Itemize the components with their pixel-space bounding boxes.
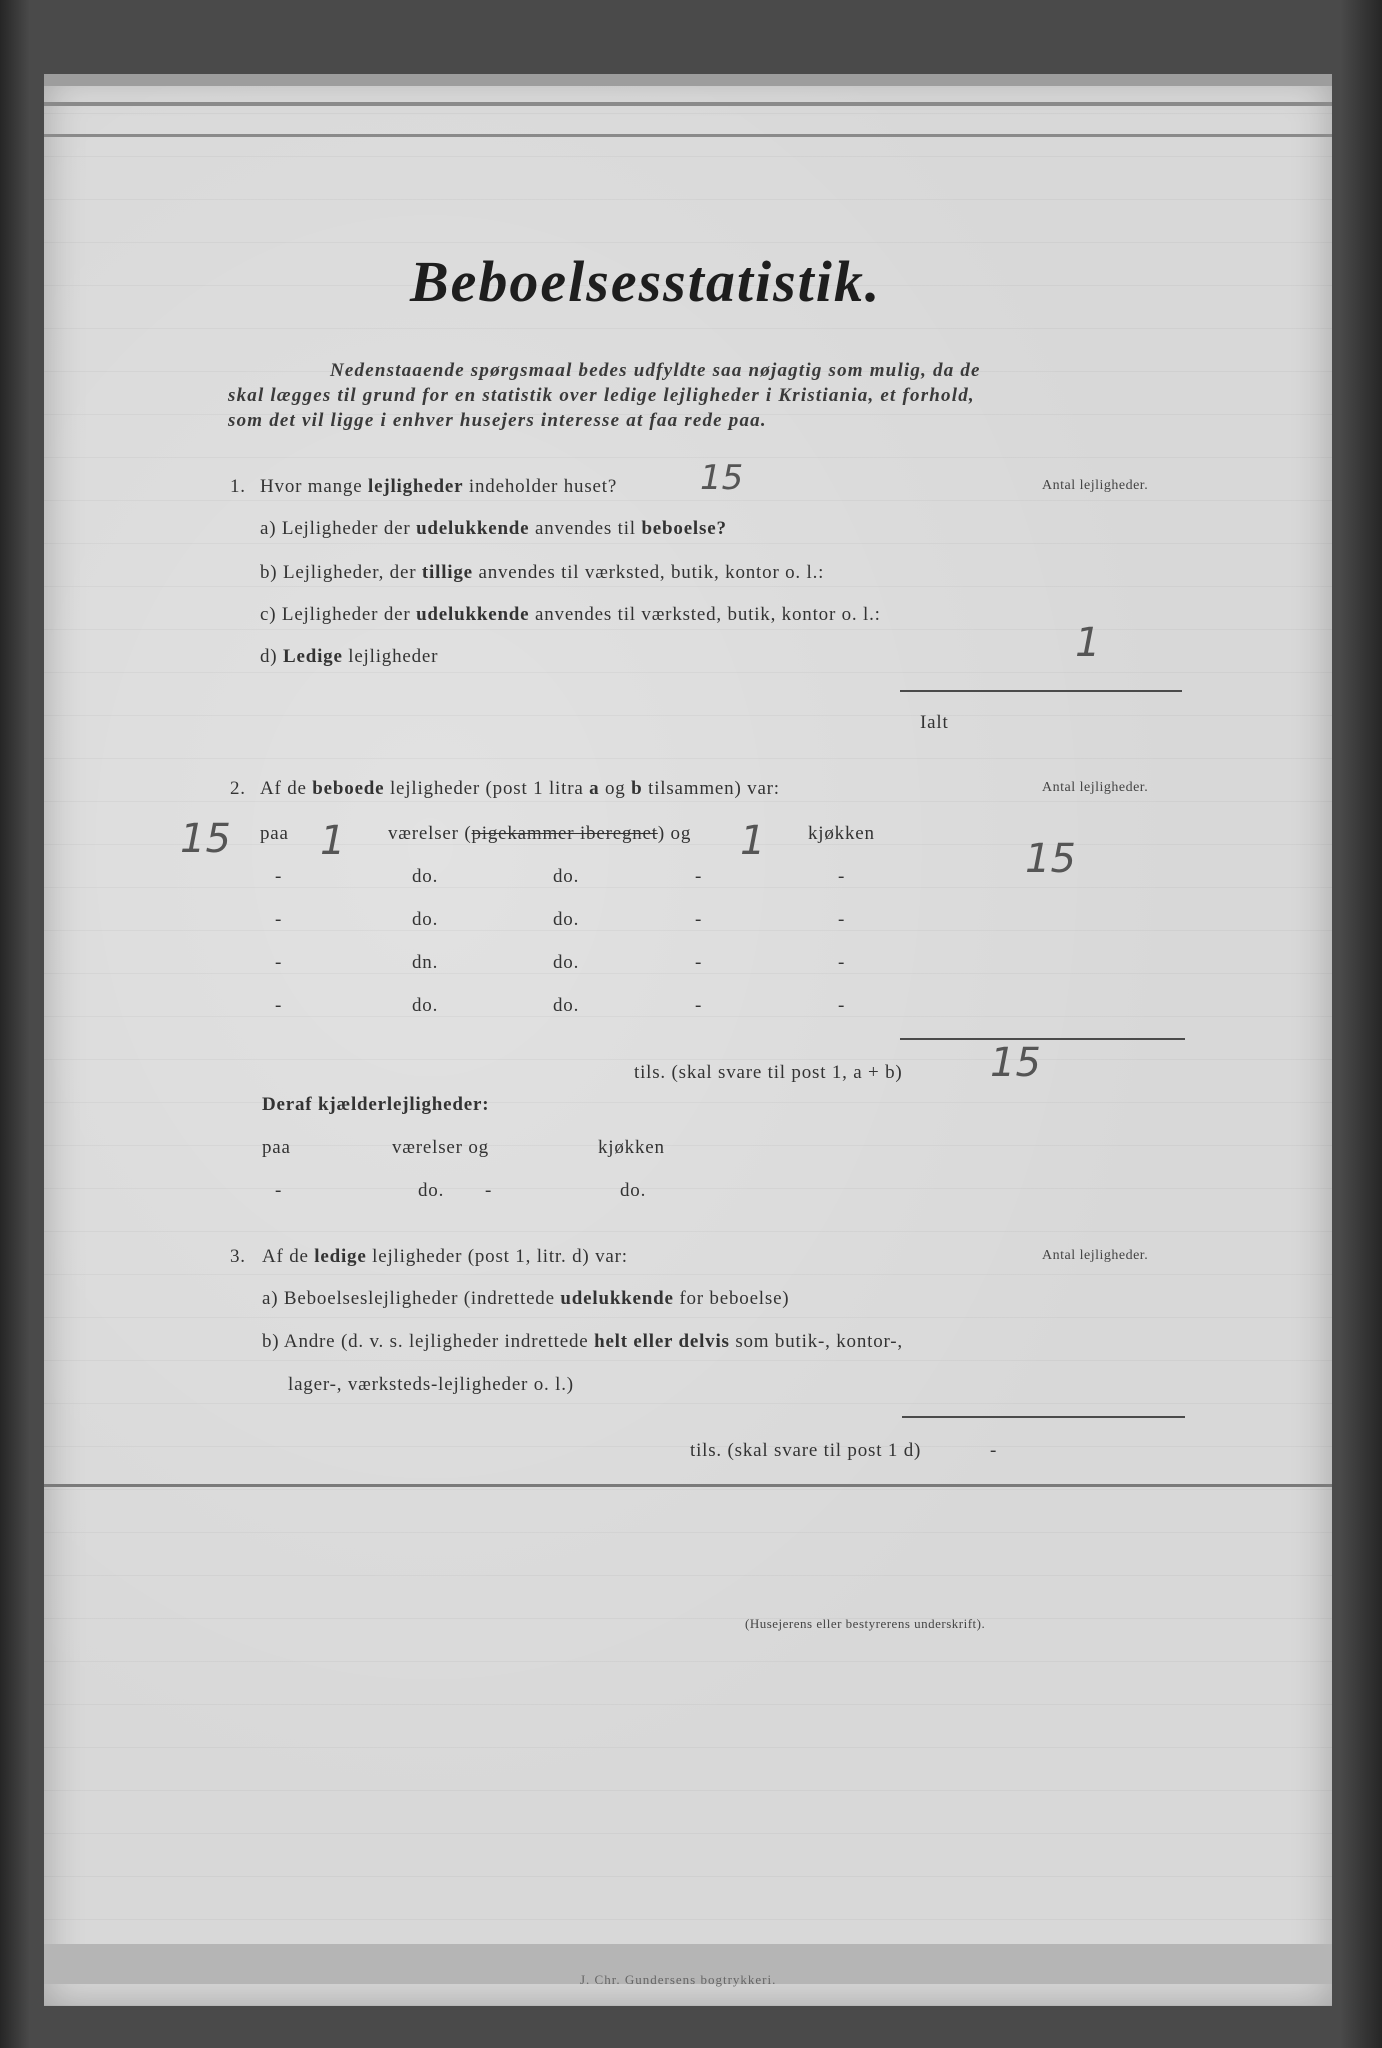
q3-item-b bbox=[262, 1331, 903, 1353]
q2-text-b: b bbox=[631, 778, 643, 799]
q1-handwritten-answer: 15 bbox=[700, 458, 744, 498]
q2-text-mid: lejligheder (post 1 litra bbox=[389, 778, 584, 799]
q3-question bbox=[262, 1246, 628, 1268]
q2-number: 2. bbox=[230, 778, 246, 799]
intro-line-3: som det vil ligge i enhver husejers interesse at faa rede paa. bbox=[228, 410, 767, 431]
q3-item-b-line2: lager-, værksteds-lejligheder o. l.) bbox=[288, 1374, 574, 1395]
q3-b-bold: helt eller delvis bbox=[594, 1331, 730, 1352]
q2-deraf-dash: - bbox=[275, 1180, 283, 1201]
q2-row4-do: do. bbox=[553, 952, 580, 973]
q3-text-pre: Af de bbox=[262, 1246, 309, 1267]
q2-row4-dn: dn. bbox=[412, 952, 439, 973]
q2-row1-rooms bbox=[388, 823, 691, 845]
q3-b-post: som butik-, kontor-, bbox=[735, 1331, 903, 1352]
q2-row4-dash: - bbox=[275, 952, 283, 973]
q2-row4-dash: - bbox=[695, 952, 703, 973]
q2-handwritten-rooms: 1 bbox=[320, 818, 346, 864]
q3-column-label: Antal lejligheder. bbox=[1042, 1248, 1149, 1263]
q2-row2-do: do. bbox=[553, 866, 580, 887]
q2-deraf-do: do. bbox=[620, 1180, 647, 1201]
q2-row3-do: do. bbox=[553, 909, 580, 930]
q1-total-label: Ialt bbox=[920, 712, 949, 733]
q3-text-post: lejligheder (post 1, litr. d) var: bbox=[372, 1246, 628, 1267]
q1-text-bold: lejligheder bbox=[368, 476, 464, 497]
q1-b-bold: tillige bbox=[421, 562, 473, 583]
q2-question bbox=[260, 778, 780, 800]
q2-row1-kjokken: kjøkken bbox=[808, 823, 875, 844]
q2-row5-dash: - bbox=[695, 995, 703, 1016]
signature-label: (Husejerens eller bestyrerens underskrift). bbox=[745, 1616, 986, 1631]
q2-row1-strike: pigekammer iberegnet bbox=[471, 823, 658, 844]
intro-line-2: skal lægges til grund for en statistik over ledige lejligheder i Kristiania, et forhold, bbox=[228, 385, 975, 406]
q2-deraf-vaer: værelser og bbox=[392, 1137, 489, 1158]
q3-tils-dash: - bbox=[990, 1440, 998, 1461]
q2-text-a: a bbox=[589, 778, 600, 799]
q3-number: 3. bbox=[230, 1246, 246, 1267]
q1-question bbox=[260, 476, 617, 498]
q2-handwritten-kitchen: 1 bbox=[740, 818, 766, 864]
q2-handwritten-count: 15 bbox=[1025, 836, 1076, 882]
q3-tils-label: tils. (skal svare til post 1 d) bbox=[690, 1440, 922, 1461]
q2-deraf-dash: - bbox=[485, 1180, 493, 1201]
q1-text-post: indeholder huset? bbox=[468, 476, 618, 497]
q2-row4-dash: - bbox=[838, 952, 846, 973]
q3-a-post: for beboelse) bbox=[679, 1288, 790, 1309]
q1-item-d bbox=[260, 646, 438, 668]
q1-a-bold2: beboelse? bbox=[641, 518, 727, 539]
q1-a-bold: udelukkende bbox=[416, 518, 530, 539]
q2-row2-dash: - bbox=[838, 866, 846, 887]
q2-text-bold: beboede bbox=[312, 778, 385, 799]
form-title: Beboelsesstatistik. bbox=[410, 249, 882, 314]
q3-a-bold: udelukkende bbox=[560, 1288, 674, 1309]
q1-d-handwritten-answer: 1 bbox=[1075, 620, 1101, 666]
q1-column-label: Antal lejligheder. bbox=[1042, 478, 1149, 493]
q3-a-pre: a) Beboelseslejligheder (indrettede bbox=[262, 1288, 555, 1309]
q1-a-mid: anvendes til bbox=[534, 518, 636, 539]
q2-row2-dash: - bbox=[275, 866, 283, 887]
q2-deraf-do: do. bbox=[418, 1180, 445, 1201]
q2-row3-dash: - bbox=[275, 909, 283, 930]
printer-imprint: J. Chr. Gundersens bogtrykkeri. bbox=[580, 1972, 777, 1987]
q2-deraf-kjokken: kjøkken bbox=[598, 1137, 665, 1158]
fold-line bbox=[44, 1484, 1332, 1487]
q1-number: 1. bbox=[230, 476, 246, 497]
q3-total-rule bbox=[902, 1416, 1185, 1418]
q2-row3-dash: - bbox=[695, 909, 703, 930]
q1-item-c bbox=[260, 604, 881, 626]
q1-item-a bbox=[260, 518, 727, 540]
q2-row1-vaer: værelser ( bbox=[388, 823, 472, 844]
q1-c-post: anvendes til værksted, butik, kontor o. l.: bbox=[534, 604, 881, 625]
top-band-line bbox=[44, 134, 1332, 137]
q2-row5-do: do. bbox=[553, 995, 580, 1016]
q1-b-pre: b) Lejligheder, der bbox=[260, 562, 417, 583]
q2-row2-do: do. bbox=[412, 866, 439, 887]
q1-c-pre: c) Lejligheder der bbox=[260, 604, 411, 625]
q1-d-pre: d) bbox=[260, 646, 278, 667]
q2-tils-label: tils. (skal svare til post 1, a + b) bbox=[634, 1062, 903, 1083]
q2-tils-handwritten: 15 bbox=[990, 1040, 1041, 1086]
q2-deraf-heading: Deraf kjælderlejligheder: bbox=[262, 1094, 490, 1115]
q1-b-post: anvendes til værksted, butik, kontor o. l.: bbox=[478, 562, 825, 583]
q3-item-a bbox=[262, 1288, 789, 1310]
q2-row3-dash: - bbox=[838, 909, 846, 930]
intro-line-1: Nedenstaaende spørgsmaal bedes udfyldte saa nøjagtig som mulig, da de bbox=[330, 360, 981, 381]
q2-column-label: Antal lejligheder. bbox=[1042, 780, 1149, 795]
q2-row2-dash: - bbox=[695, 866, 703, 887]
q2-text-og: og bbox=[605, 778, 626, 799]
q3-b-pre: b) Andre (d. v. s. lejligheder indrettede bbox=[262, 1331, 589, 1352]
q2-deraf-paa: paa bbox=[262, 1137, 291, 1158]
q2-row5-dash: - bbox=[838, 995, 846, 1016]
q2-handwritten-left: 15 bbox=[180, 816, 231, 862]
q1-c-bold: udelukkende bbox=[416, 604, 530, 625]
q2-text-pre: Af de bbox=[260, 778, 307, 799]
q1-text-pre: Hvor mange bbox=[260, 476, 363, 497]
q1-item-b bbox=[260, 562, 824, 584]
q1-d-bold: Ledige bbox=[283, 646, 343, 667]
q1-a-pre: a) Lejligheder der bbox=[260, 518, 411, 539]
q2-text-post: tilsammen) var: bbox=[648, 778, 780, 799]
top-band bbox=[44, 74, 1332, 86]
q3-text-bold: ledige bbox=[314, 1246, 367, 1267]
q2-row1-paa: paa bbox=[260, 823, 289, 844]
q2-row1-close: ) og bbox=[657, 823, 692, 844]
q2-total-rule bbox=[900, 1038, 1185, 1040]
top-band-line bbox=[44, 102, 1332, 106]
q2-row5-do: do. bbox=[412, 995, 439, 1016]
q1-d-post: lejligheder bbox=[348, 646, 439, 667]
q2-row3-do: do. bbox=[412, 909, 439, 930]
q1-total-rule bbox=[900, 690, 1182, 692]
q2-row5-dash: - bbox=[275, 995, 283, 1016]
